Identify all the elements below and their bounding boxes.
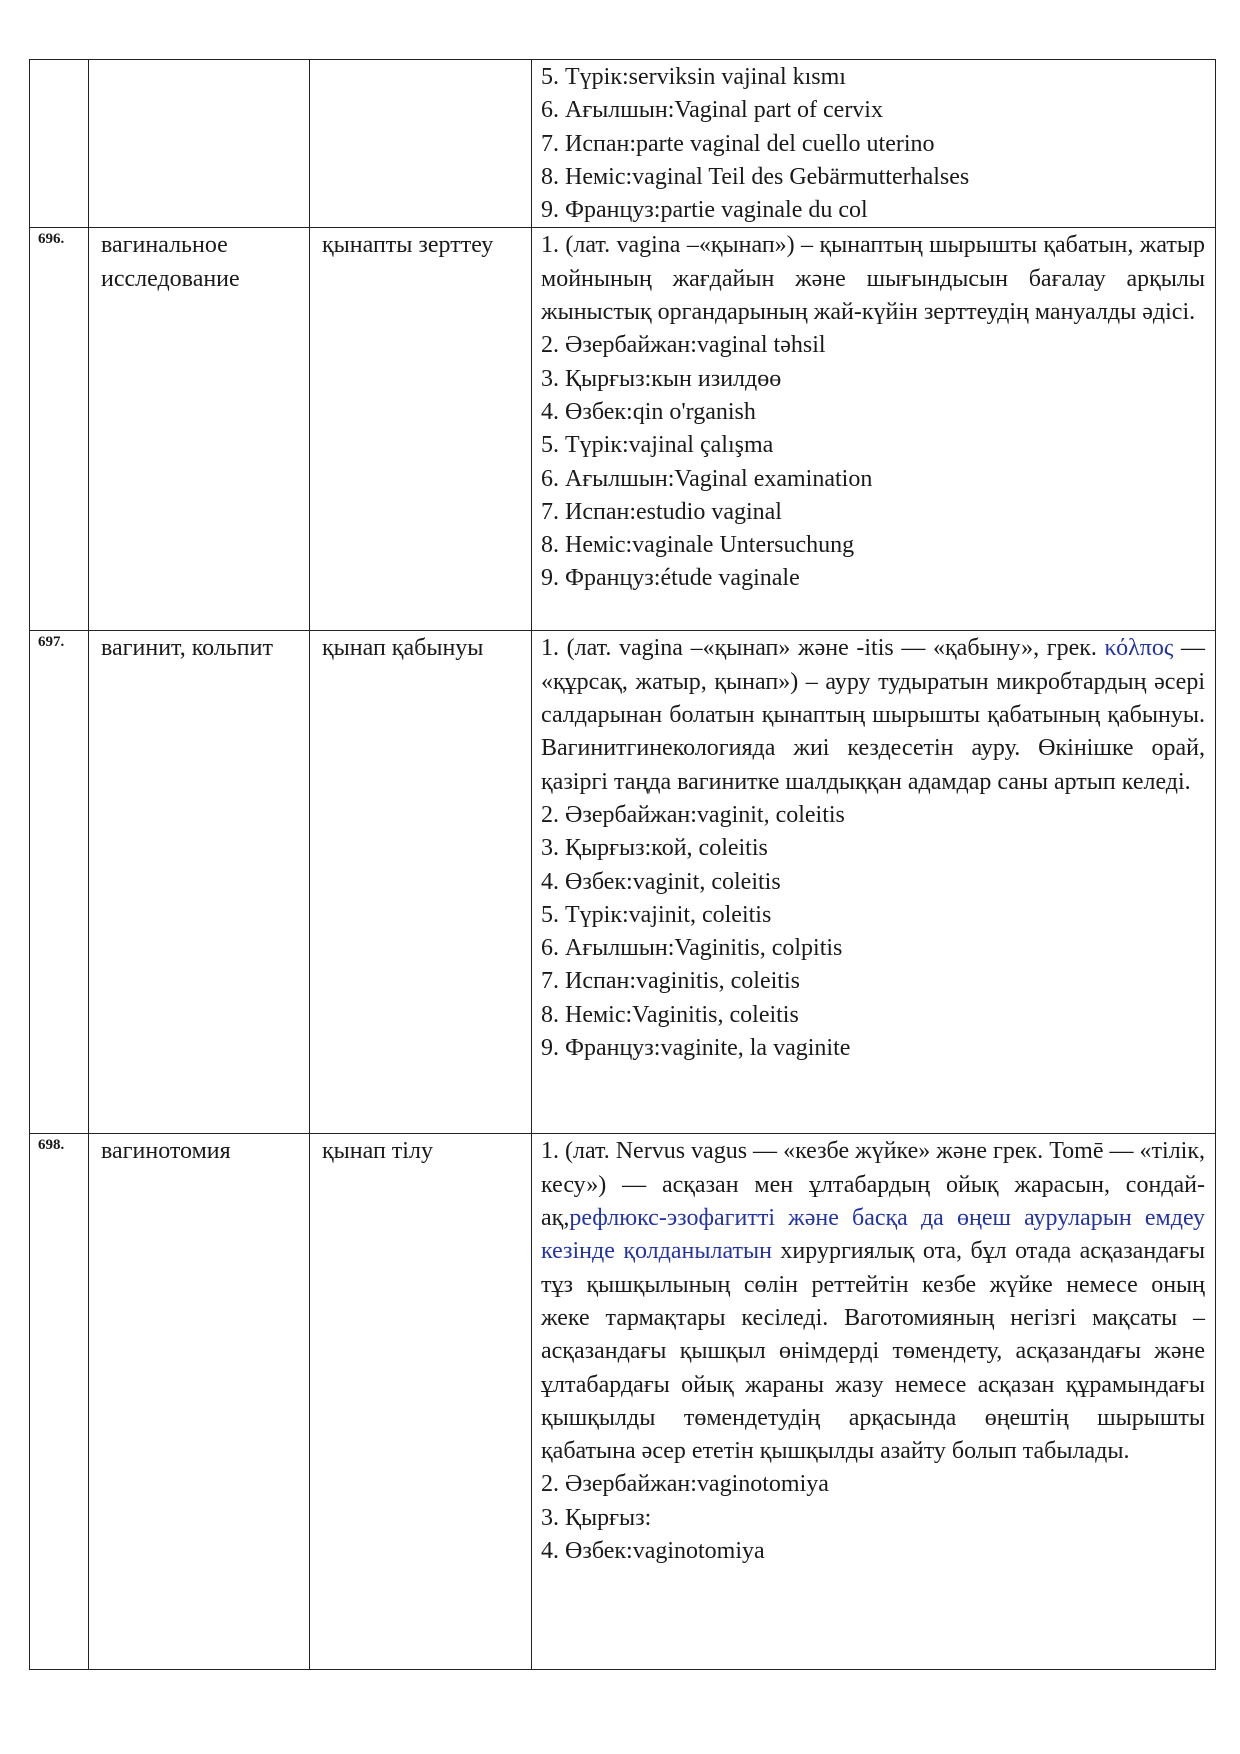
russian-term-cell xyxy=(89,1134,310,1670)
table-row xyxy=(30,1134,1216,1670)
translation-line: 3. Қырғыз:кын изилдөө xyxy=(541,365,782,392)
definition-text-end: хирургиялық ота, бұл отада асқазандағы тұз қышқылының сөлін реттейтін кезбе жүйке немесе оның жеке тармақтары кесіледі. Ваготомияның негізгі мақсаты – асқазандағы қышқыл өнімдерді төмендету, асқазандағы және ұлтабардағы ойық жараны жазу немесе асқазан құрамындағы қышқылды төмендетудің арқасында өңештің шырышты қабатына әсер ететін қышқылды азайту болып табылады. xyxy=(541,1238,1205,1465)
entry-number-cell xyxy=(30,60,89,228)
translation-line: 7. Испан:estudio vaginal xyxy=(541,498,782,525)
translation-line: 8. Неміс:vaginale Untersuchung xyxy=(541,532,855,559)
translation-line: 3. Қырғыз: xyxy=(541,1504,652,1531)
translation-line: 8. Неміс:Vaginitis, coleitis xyxy=(541,1001,799,1028)
translation-line: 6. Ағылшын:Vaginal examination xyxy=(541,465,873,492)
russian-term-cell xyxy=(89,228,310,631)
russian-term: вагинит, кольпит xyxy=(101,635,273,662)
entry-number: 698. xyxy=(38,1137,65,1154)
translation-line: 5. Түрік:vajinal çalışma xyxy=(541,432,774,459)
definition-text-start: 1. (лат. vagina –«қынап» және -itis — «қабыну», грек. xyxy=(541,635,1105,662)
translation-line: 2. Әзербайжан:vaginal təhsil xyxy=(541,332,826,359)
table-row xyxy=(30,228,1216,631)
translation-line: 6. Ағылшын:Vaginal part of cervix xyxy=(541,97,883,124)
entry-number-cell xyxy=(30,228,89,631)
russian-term: вагинальное исследование xyxy=(101,232,240,292)
translation-line: 9. Француз:vaginite, la vaginite xyxy=(541,1035,851,1062)
russian-term xyxy=(89,60,309,61)
dictionary-table xyxy=(29,59,1216,1670)
definition-cell xyxy=(532,631,1216,1134)
translation-line: 7. Испан:vaginitis, coleitis xyxy=(541,968,800,995)
kazakh-term-cell xyxy=(310,631,532,1134)
translation-line: 5. Түрік:vajinit, coleitis xyxy=(541,901,772,928)
definition-text-start: 1. (лат. Nervus vagus — «кезбе жүйке» және грек. Tomē — «тілік, кесу») — асқазан мен ұлтабардың ойық жарасын, сондай-ақ, xyxy=(541,1138,1205,1232)
entry-number xyxy=(30,60,88,62)
kazakh-term-cell xyxy=(310,60,532,228)
kazakh-term: қынап қабынуы xyxy=(322,635,484,662)
greek-term-link[interactable]: κόλπος xyxy=(1104,635,1174,662)
table-row xyxy=(30,60,1216,228)
definition-text xyxy=(541,1135,1205,1468)
entry-number-cell xyxy=(30,1134,89,1670)
definition-cell xyxy=(532,60,1216,228)
translation-line: 9. Француз:partie vaginale du col xyxy=(541,197,868,224)
entry-number-cell xyxy=(30,631,89,1134)
entry-number: 697. xyxy=(38,634,65,651)
translation-line: 4. Өзбек:vaginit, coleitis xyxy=(541,868,781,895)
table-row xyxy=(30,631,1216,1134)
definition-cell xyxy=(532,228,1216,631)
definition-text-end: — «құрсақ, жатыр, қынап») – ауру тудыратын микробтардың әсері салдарынан болатын қынаптың шырышты қабатының қабынуы. Вагинитгинекологияда жиі кездесетін ауру. Өкінішке орай, қазіргі таңда вагинитке шалдыққан адамдар саны артып келеді. xyxy=(541,635,1205,795)
translation-line: 9. Француз:étude vaginale xyxy=(541,565,800,592)
kazakh-term-cell xyxy=(310,1134,532,1670)
translation-line: 2. Әзербайжан:vaginit, coleitis xyxy=(541,801,845,828)
translation-line: 4. Өзбек:vaginotomiya xyxy=(541,1538,765,1565)
translation-line: 6. Ағылшын:Vaginitis, colpitis xyxy=(541,935,843,962)
entry-number: 696. xyxy=(38,231,65,248)
definition-cell xyxy=(532,1134,1216,1670)
kazakh-term xyxy=(310,60,531,61)
russian-term-cell xyxy=(89,631,310,1134)
definition-text: 1. (лат. vagina –«қынап») – қынаптың шырышты қабатын, жатыр мойнының жағдайын және шығындысын бағалау арқылы жыныстық органдарының жай-күйін зерттеудің мануалды әдісі. xyxy=(541,232,1205,326)
translation-line: 3. Қырғыз:кой, coleitis xyxy=(541,835,768,862)
translation-line: 7. Испан:parte vaginal del cuello uterino xyxy=(541,130,935,157)
kazakh-term: қынапты зерттеу xyxy=(322,232,494,259)
translation-line: 5. Түрік:serviksin vajinal kısmı xyxy=(541,64,846,90)
kazakh-term-cell xyxy=(310,228,532,631)
reflux-esophagitis-link[interactable]: рефлюкс-эзофагитті және басқа да өңеш ауруларын емдеу кезінде қолданылатын xyxy=(541,1205,1205,1265)
russian-term-cell xyxy=(89,60,310,228)
translation-line: 4. Өзбек:qin o'rganish xyxy=(541,398,756,425)
kazakh-term: қынап тілу xyxy=(322,1138,433,1165)
russian-term: вагинотомия xyxy=(101,1138,231,1165)
definition-text xyxy=(541,632,1205,798)
translation-line: 8. Неміс:vaginal Teil des Gebärmutterhalses xyxy=(541,163,970,190)
translation-line: 2. Әзербайжан:vaginotomiya xyxy=(541,1471,829,1498)
